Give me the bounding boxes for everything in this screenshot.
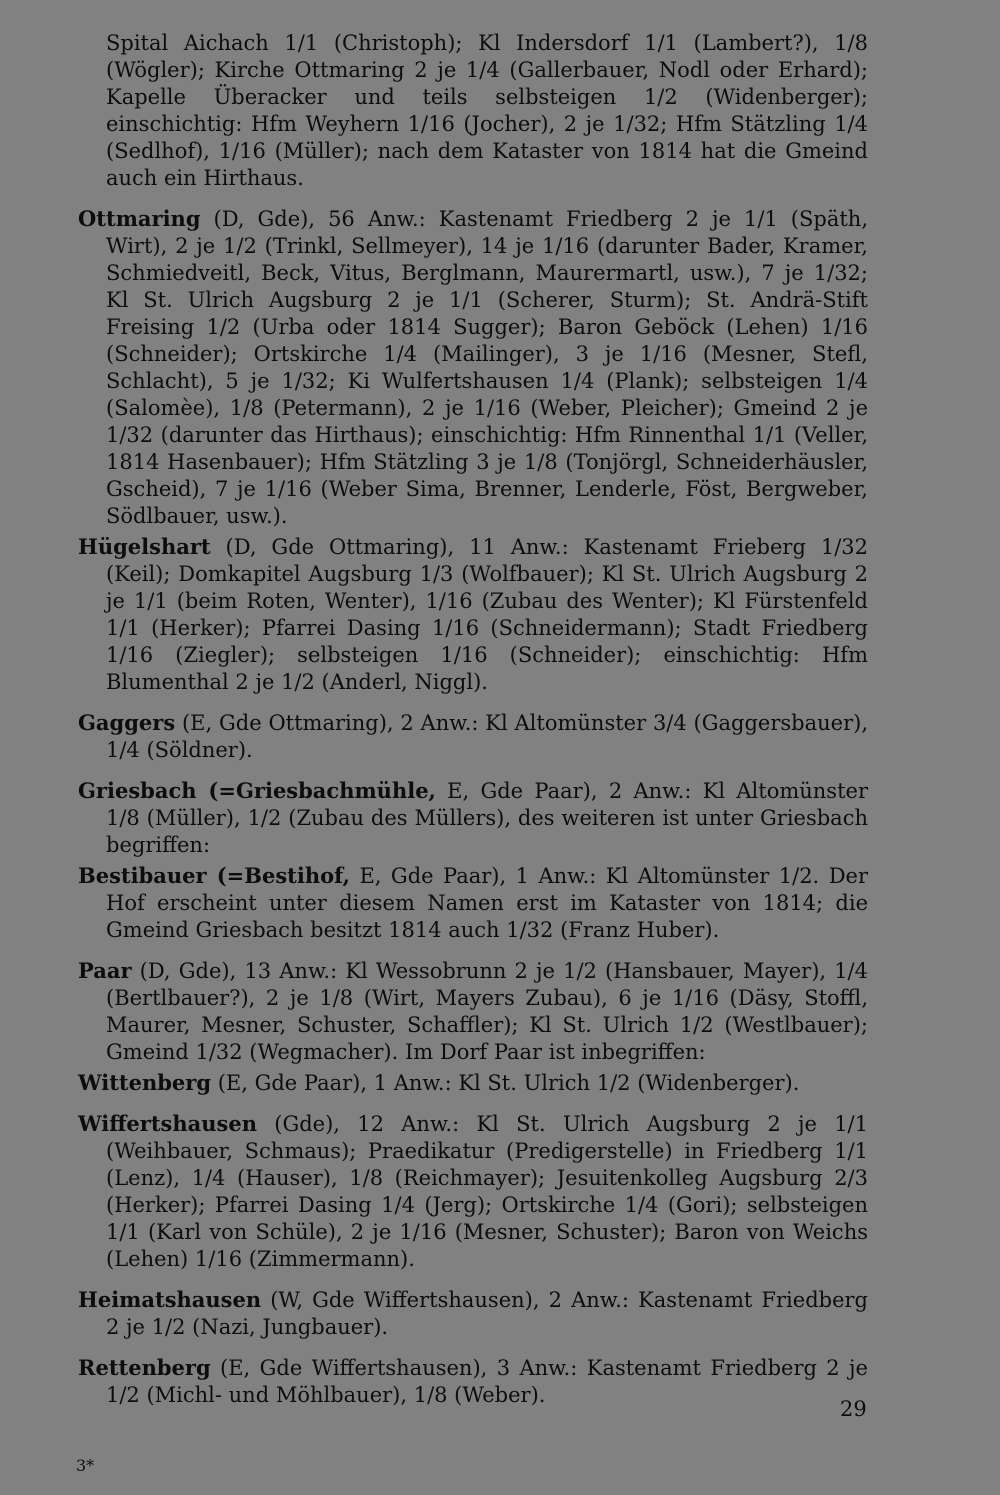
- entry-text: Spital Aichach 1/1 (Christoph); Kl Indersdorf 1/1 (Lambert?), 1/8 (Wögler); Kirche Ottmaring 2 je 1/4 (Gallerbauer, Nodl oder Erhard); Kapelle Überacker und teils selbsteigen 1/2 (Widenberger); einschichtig: Hfm Weyhern 1/16 (Jocher), 2 je 1/32; Hfm Stätzling 1/4 (Sedlhof), 1/16 (Müller); nach dem Kataster von 1814 hat die Gmeind auch ein Hirthaus.: [106, 31, 868, 190]
- document-page: [78, 30, 868, 1409]
- entry-text: (E, Gde Paar), 1 Anw.: Kl St. Ulrich 1/2 (Widenberger).: [211, 1071, 800, 1095]
- entry-heading: Griesbach (=Griesbachmühle,: [78, 778, 436, 803]
- entry-heading: Heimatshausen: [78, 1287, 262, 1312]
- entry-text: (E, Gde Wiffertshausen), 3 Anw.: Kastenamt Friedberg 2 je 1/2 (Michl- und Möhlbauer), 1/8 (Weber).: [106, 1356, 868, 1407]
- entry-ottmaring: [78, 205, 868, 530]
- entry-gaggers: [78, 709, 868, 764]
- entry-text: E, Gde Paar), 2 Anw.: Kl Altomünster 1/8 (Müller), 1/2 (Zubau des Müllers), des weiteren ist unter Griesbach begriffen:: [106, 779, 868, 857]
- signature-mark: 3*: [76, 1456, 95, 1475]
- entry-heimatshausen: [78, 1286, 868, 1341]
- entry-text: (D, Gde), 13 Anw.: Kl Wessobrunn 2 je 1/2 (Hansbauer, Mayer), 1/4 (Bertlbauer?), 2 je 1/8 (Wirt, Mayers Zubau), 6 je 1/16 (Däsy, Stoffl, Maurer, Mesner, Schuster, Schaffler); Kl St. Ulrich 1/2 (Westlbauer); Gmeind 1/32 (Wegmacher). Im Dorf Paar ist inbegriffen:: [106, 959, 868, 1064]
- page-number: 29: [840, 1397, 867, 1421]
- entry-text: (E, Gde Ottmaring), 2 Anw.: Kl Altomünster 3/4 (Gaggersbauer), 1/4 (Söldner).: [106, 711, 868, 762]
- entry-text: E, Gde Paar), 1 Anw.: Kl Altomünster 1/2. Der Hof erscheint unter diesem Namen erst im Kataster von 1814; die Gmeind Griesbach besitzt 1814 auch 1/32 (Franz Huber).: [106, 864, 868, 942]
- entry-heading: Bestibauer (=Bestihof,: [78, 863, 350, 888]
- entry-heading: Hügelshart: [78, 534, 211, 559]
- entry-huegelshart: [78, 533, 868, 696]
- entry-heading: Ottmaring: [78, 206, 201, 231]
- entry-griesbach: [78, 777, 868, 859]
- entry-paar: [78, 957, 868, 1066]
- entry-text: (Gde), 12 Anw.: Kl St. Ulrich Augsburg 2 je 1/1 (Weihbauer, Schmaus); Praedikatur (Predigerstelle) in Friedberg 1/1 (Lenz), 1/4 (Hauser), 1/8 (Reichmayer); Jesuitenkolleg Augsburg 2/3 (Herker); Pfarrei Dasing 1/4 (Jerg); Ortskirche 1/4 (Gori); selbsteigen 1/1 (Karl von Schüle), 2 je 1/16 (Mesner, Schuster); Baron von Weichs (Lehen) 1/16 (Zimmermann).: [106, 1112, 868, 1271]
- entry-text: (D, Gde Ottmaring), 11 Anw.: Kastenamt Frieberg 1/32 (Keil); Domkapitel Augsburg 1/3 (Wolfbauer); Kl St. Ulrich Augsburg 2 je 1/1 (beim Roten, Wenter), 1/16 (Zubau des Wenter); Kl Fürstenfeld 1/1 (Herker); Pfarrei Dasing 1/16 (Schneidermann); Stadt Friedberg 1/16 (Ziegler); selbsteigen 1/16 (Schneider); einschichtig: Hfm Blumenthal 2 je 1/2 (Anderl, Niggl).: [106, 535, 868, 694]
- entry-text: (D, Gde), 56 Anw.: Kastenamt Friedberg 2 je 1/1 (Späth, Wirt), 2 je 1/2 (Trinkl, Sellmeyer), 14 je 1/16 (darunter Bader, Kramer, Schmiedveitl, Beck, Vitus, Berglmann, Maurermartl, usw.), 7 je 1/32; Kl St. Ulrich Augsburg 2 je 1/1 (Scherer, Sturm); St. Andrä-Stift Freising 1/2 (Urba oder 1814 Sugger); Baron Geböck (Lehen) 1/16 (Schneider); Ortskirche 1/4 (Mailinger), 3 je 1/16 (Mesner, Stefl, Schlacht), 5 je 1/32; Ki Wulfertshausen 1/4 (Plank); selbsteigen 1/4 (Salomèe), 1/8 (Petermann), 2 je 1/16 (Weber, Pleicher); Gmeind 2 je 1/32 (darunter das Hirthaus); einschichtig: Hfm Rinnenthal 1/1 (Veller, 1814 Hasenbauer); Hfm Stätzling 3 je 1/8 (Tonjörgl, Schneiderhäusler, Gscheid), 7 je 1/16 (Weber Sima, Brenner, Lenderle, Föst, Bergweber, Södlbauer, usw.).: [106, 207, 868, 528]
- entry-wiffertshausen: [78, 1110, 868, 1273]
- entry-wittenberg: [78, 1069, 868, 1097]
- entry-heading: Gaggers: [78, 710, 176, 735]
- entry-heading: Paar: [78, 958, 132, 983]
- entry-heading: Rettenberg: [78, 1355, 211, 1380]
- entry-bestibauer: [78, 862, 868, 944]
- entry-continuation: [78, 30, 868, 192]
- entry-heading: Wiffertshausen: [78, 1111, 257, 1136]
- entry-heading: Wittenberg: [78, 1070, 212, 1095]
- entry-rettenberg: [78, 1354, 868, 1409]
- entry-text: (W, Gde Wiffertshausen), 2 Anw.: Kastenamt Friedberg 2 je 1/2 (Nazi, Jungbauer).: [106, 1288, 868, 1339]
